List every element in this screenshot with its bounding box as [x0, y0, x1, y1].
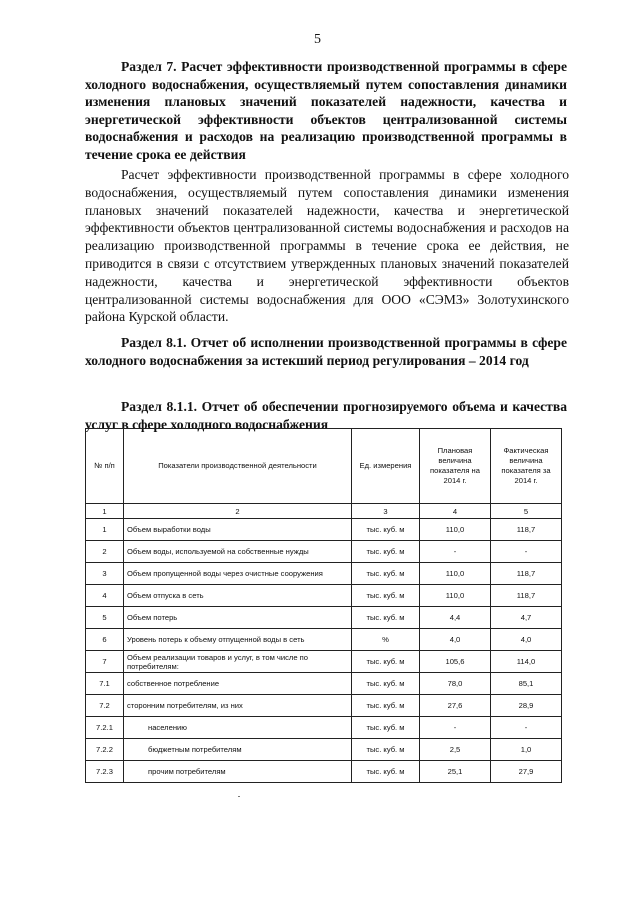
row-number: 3 — [86, 563, 124, 585]
header-plan: Плановая величина показателя на 2014 г. — [420, 429, 491, 504]
column-number-row — [86, 504, 562, 519]
row-plan-value: - — [420, 541, 491, 563]
header-unit: Ед. измерения — [352, 429, 420, 504]
row-number: 7.2.3 — [86, 761, 124, 783]
row-fact-value: - — [491, 541, 562, 563]
table-row — [86, 541, 562, 563]
row-indicator: населению — [124, 717, 352, 739]
row-plan-value: 2,5 — [420, 739, 491, 761]
row-unit: тыс. куб. м — [352, 563, 420, 585]
row-number: 2 — [86, 541, 124, 563]
column-number: 4 — [420, 504, 491, 519]
row-indicator: Объем выработки воды — [124, 519, 352, 541]
row-indicator: бюджетным потребителям — [124, 739, 352, 761]
row-unit: тыс. куб. м — [352, 541, 420, 563]
row-number: 5 — [86, 607, 124, 629]
scan-speck — [238, 796, 240, 797]
section-7-title-text: Раздел 7. Расчет эффективности производственной программы в сфере холодного водоснабжения, осуществляемый путем сопоставления динамики изменения плановых значений показателей надежности, качества и энергетической эффективности объектов централизованной системы водоснабжения и расходов на реализацию производственной программы в течение срока ее действия — [85, 59, 567, 162]
row-unit: тыс. куб. м — [352, 519, 420, 541]
column-number: 2 — [124, 504, 352, 519]
column-number: 1 — [86, 504, 124, 519]
row-number: 7.2 — [86, 695, 124, 717]
row-number: 7.2.1 — [86, 717, 124, 739]
row-fact-value: 85,1 — [491, 673, 562, 695]
row-plan-value: - — [420, 717, 491, 739]
row-plan-value: 27,6 — [420, 695, 491, 717]
row-plan-value: 4,4 — [420, 607, 491, 629]
section-8-1-title-text: Раздел 8.1. Отчет об исполнении производственной программы в сфере холодного водоснабжения за истекший период регулирования – 2014 год — [85, 335, 567, 368]
row-fact-value: 114,0 — [491, 651, 562, 673]
row-indicator: Объем потерь — [124, 607, 352, 629]
table-row — [86, 717, 562, 739]
row-unit: % — [352, 629, 420, 651]
table-row — [86, 563, 562, 585]
row-fact-value: - — [491, 717, 562, 739]
section-7-paragraph: Расчет эффективности производственной программы в сфере холодного водоснабжения, осуществляемый путем сопоставления динамики изменения плановых значений показателей надежности, качества и энергетической эффективности объектов централизованной системы водоснабжения и расходов на реализацию производственной программы в течение срока ее действия, не приводится в связи с отсутствием утвержденных плановых значений показателей надежности, качества и энергетической эффективности объектов централизованной системы водоснабжения для ООО «СЭМЗ» Золотухинского района Курской области. — [85, 167, 569, 325]
row-number: 7.2.2 — [86, 739, 124, 761]
row-fact-value: 4,7 — [491, 607, 562, 629]
row-unit: тыс. куб. м — [352, 673, 420, 695]
header-fact: Фактическая величина показателя за 2014 г. — [491, 429, 562, 504]
header-indicator: Показатели производственной деятельности — [124, 429, 352, 504]
table-row — [86, 629, 562, 651]
table-row — [86, 739, 562, 761]
table-row — [86, 695, 562, 717]
row-plan-value: 110,0 — [420, 585, 491, 607]
column-number: 5 — [491, 504, 562, 519]
row-plan-value: 78,0 — [420, 673, 491, 695]
row-plan-value: 4,0 — [420, 629, 491, 651]
row-fact-value: 118,7 — [491, 585, 562, 607]
section-7-heading — [85, 58, 567, 163]
row-unit: тыс. куб. м — [352, 585, 420, 607]
row-indicator: Объем воды, используемой на собственные нужды — [124, 541, 352, 563]
row-fact-value: 4,0 — [491, 629, 562, 651]
table-body — [86, 519, 562, 783]
row-unit: тыс. куб. м — [352, 761, 420, 783]
row-fact-value: 28,9 — [491, 695, 562, 717]
row-unit: тыс. куб. м — [352, 717, 420, 739]
row-indicator: Уровень потерь к объему отпущенной воды в сеть — [124, 629, 352, 651]
table-row — [86, 585, 562, 607]
table-row — [86, 651, 562, 673]
section-8-1-heading — [85, 334, 567, 369]
table-header-row — [86, 429, 562, 504]
table-row — [86, 673, 562, 695]
row-plan-value: 25,1 — [420, 761, 491, 783]
table-row — [86, 761, 562, 783]
table-row — [86, 607, 562, 629]
table-row — [86, 519, 562, 541]
row-unit: тыс. куб. м — [352, 651, 420, 673]
row-fact-value: 118,7 — [491, 519, 562, 541]
header-num: № п/п — [86, 429, 124, 504]
row-indicator: собственное потребление — [124, 673, 352, 695]
row-unit: тыс. куб. м — [352, 695, 420, 717]
row-number: 7.1 — [86, 673, 124, 695]
row-indicator: Объем пропущенной воды через очистные сооружения — [124, 563, 352, 585]
row-number: 6 — [86, 629, 124, 651]
row-plan-value: 110,0 — [420, 563, 491, 585]
column-number: 3 — [352, 504, 420, 519]
row-number: 4 — [86, 585, 124, 607]
section-8-1-1-title-text: Раздел 8.1.1. Отчет об обеспечении прогнозируемого объема и качества услуг в сфере холодного водоснабжения — [85, 399, 567, 432]
row-number: 1 — [86, 519, 124, 541]
row-number: 7 — [86, 651, 124, 673]
row-fact-value: 27,9 — [491, 761, 562, 783]
production-indicators-table — [85, 428, 562, 783]
row-unit: тыс. куб. м — [352, 607, 420, 629]
page-number: 5 — [314, 32, 321, 47]
row-indicator: Объем реализации товаров и услуг, в том числе по потребителям: — [124, 651, 352, 673]
row-indicator: прочим потребителям — [124, 761, 352, 783]
row-indicator: сторонним потребителям, из них — [124, 695, 352, 717]
row-unit: тыс. куб. м — [352, 739, 420, 761]
row-fact-value: 118,7 — [491, 563, 562, 585]
row-indicator: Объем отпуска в сеть — [124, 585, 352, 607]
row-fact-value: 1,0 — [491, 739, 562, 761]
row-plan-value: 110,0 — [420, 519, 491, 541]
row-plan-value: 105,6 — [420, 651, 491, 673]
